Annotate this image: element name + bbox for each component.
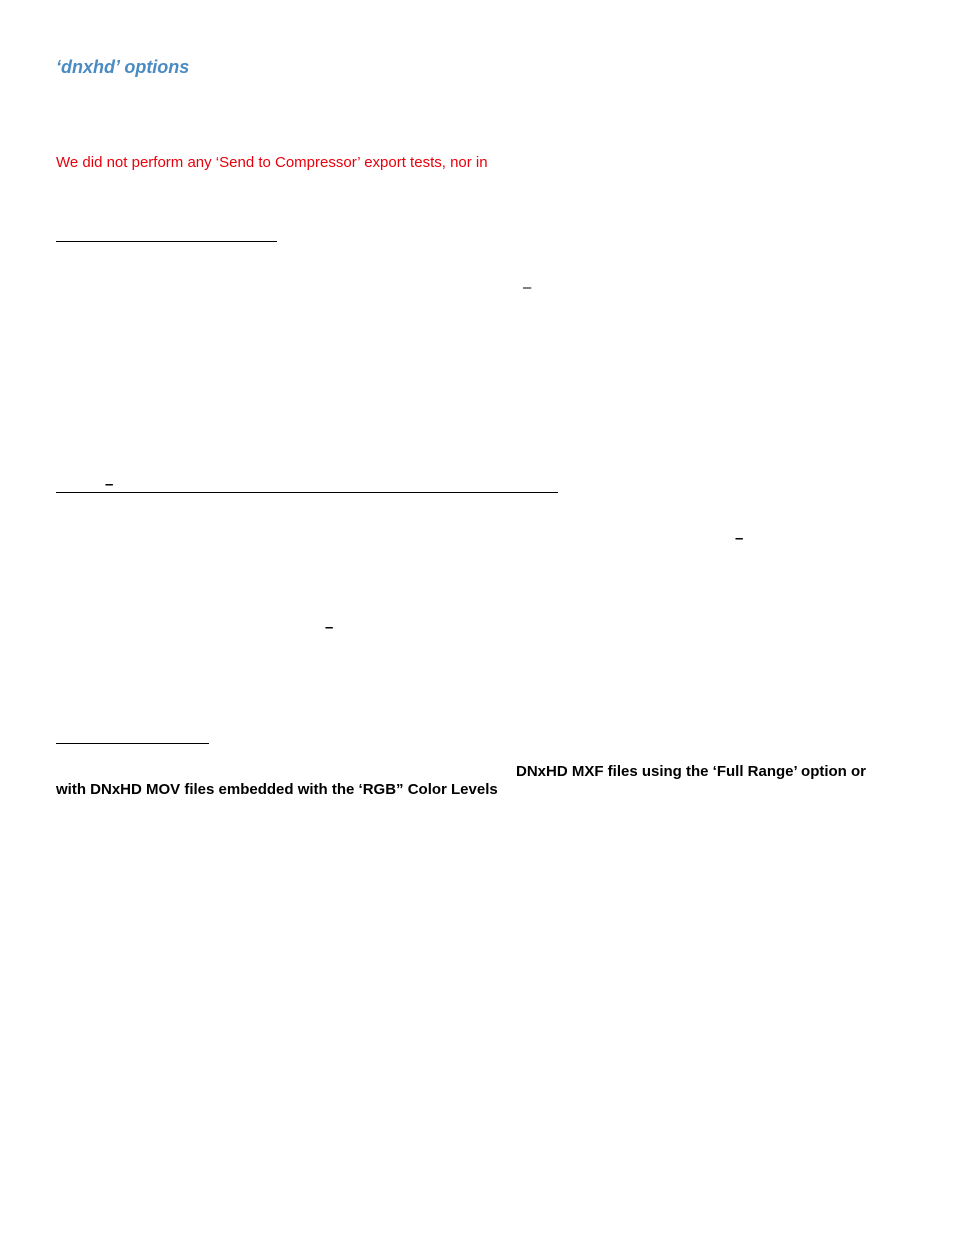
section-heading: ‘dnxhd’ options [56,57,190,77]
conclusion-line-1: DNxHD MXF files using the ‘Full Range’ option or [516,763,867,780]
underline-rule-2 [56,492,558,493]
dash-4: – [325,619,334,636]
red-note: We did not perform any ‘Send to Compressor’ export tests, nor in [56,154,488,171]
underline-rule-1 [56,241,277,242]
dash-3: – [735,530,744,547]
conclusion-line-2: with DNxHD MOV files embedded with the ‘RGB” Color Levels [56,781,498,798]
underline-rule-3 [56,743,209,744]
dash-1: – [523,279,532,296]
dash-2: – [105,476,114,493]
